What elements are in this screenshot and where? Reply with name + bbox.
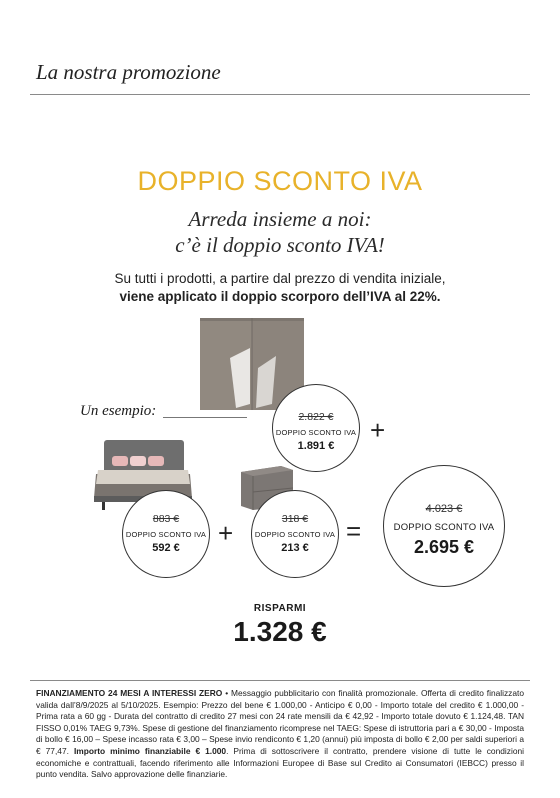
total-new-price: 2.695 € bbox=[413, 537, 475, 557]
finance-divider bbox=[30, 680, 530, 681]
nightstand-new-price: 213 € bbox=[281, 542, 309, 554]
savings-value: 1.328 € bbox=[233, 616, 327, 647]
finance-minimum-amount: Importo minimo finanziabile € 1.000 bbox=[73, 745, 227, 756]
section-title: La nostra promozione bbox=[36, 60, 221, 84]
nightstand-price-circle bbox=[251, 490, 339, 578]
finance-text-1: • Messaggio pubblicitario con finalità promozionale. Offerta di credito finalizzato valida dall’8/9/2025 al 5/10/2025. Esempio: Prezzo del bene € 1.000,00 - Anticipo € 0,00 - Importo totale del credito € 1.000,00 - Prima rata a 60 gg - Durata del contratto di credito 27 mesi con 24 rate mensili da € 42,92 - Importo totale dovuto € 1.124,48. TAN FISSO 0,01% TAEG 9,73%. Spese di gestione del finanziamento ricomprese nel TAEG: Spese di istruttoria pari a € 30,00 - Imposta di bollo € 16,00 – Spese incasso rata € 3,00 – Spese invio rendiconto € 1,20 (annui) più imposta di bollo € 2,00 per saldi superiori a € 77,47. bbox=[36, 688, 524, 756]
bed-new-price: 592 € bbox=[152, 542, 180, 554]
total-discount-tag: DOPPIO SCONTO IVA bbox=[393, 522, 495, 533]
finance-text-2: . Prima di sottoscrivere il contratto, prendere visione di tutte le condizioni economiche e contrattuali, facendo riferimento alle Informazioni Europee di Base sul Credito ai Consumatori (IEBCC) presso il punto vendita. Salvo approvazione delle finanziarie. bbox=[36, 745, 524, 780]
total-old-price: 4.023 € bbox=[425, 503, 463, 515]
example-underline bbox=[163, 417, 247, 418]
promo-title: DOPPIO SCONTO IVA bbox=[137, 166, 423, 196]
bed-price-circle bbox=[122, 490, 210, 578]
wardrobe-new-price: 1.891 € bbox=[297, 440, 335, 452]
wardrobe-discount-tag: DOPPIO SCONTO IVA bbox=[275, 428, 357, 437]
nightstand-old-price: 318 € bbox=[281, 513, 309, 525]
bed-discount-tag: DOPPIO SCONTO IVA bbox=[125, 530, 207, 539]
plus-sign-2: + bbox=[218, 518, 234, 548]
header-divider bbox=[30, 94, 530, 95]
nightstand-discount-tag: DOPPIO SCONTO IVA bbox=[254, 530, 336, 539]
total-price-circle bbox=[383, 465, 505, 587]
bed-old-price: 883 € bbox=[152, 513, 180, 525]
promo-description-line1: Su tutti i prodotti, a partire dal prezzo di vendita iniziale, bbox=[114, 271, 446, 286]
plus-sign: + bbox=[370, 415, 386, 445]
finance-heading: FINANZIAMENTO 24 MESI A INTERESSI ZERO bbox=[36, 688, 223, 698]
finance-disclaimer bbox=[36, 688, 524, 781]
equals-sign: = bbox=[346, 516, 362, 546]
savings-label: RISPARMI bbox=[253, 603, 307, 614]
promo-description-line2: viene applicato il doppio scorporo dell’IVA al 22%. bbox=[119, 289, 441, 304]
promo-subtitle-line2: c’è il doppio sconto IVA! bbox=[175, 233, 385, 257]
promo-subtitle-line1: Arreda insieme a noi: bbox=[188, 207, 372, 231]
wardrobe-price-circle bbox=[272, 384, 360, 472]
example-label: Un esempio: bbox=[80, 403, 157, 419]
wardrobe-old-price: 2.822 € bbox=[298, 411, 334, 423]
